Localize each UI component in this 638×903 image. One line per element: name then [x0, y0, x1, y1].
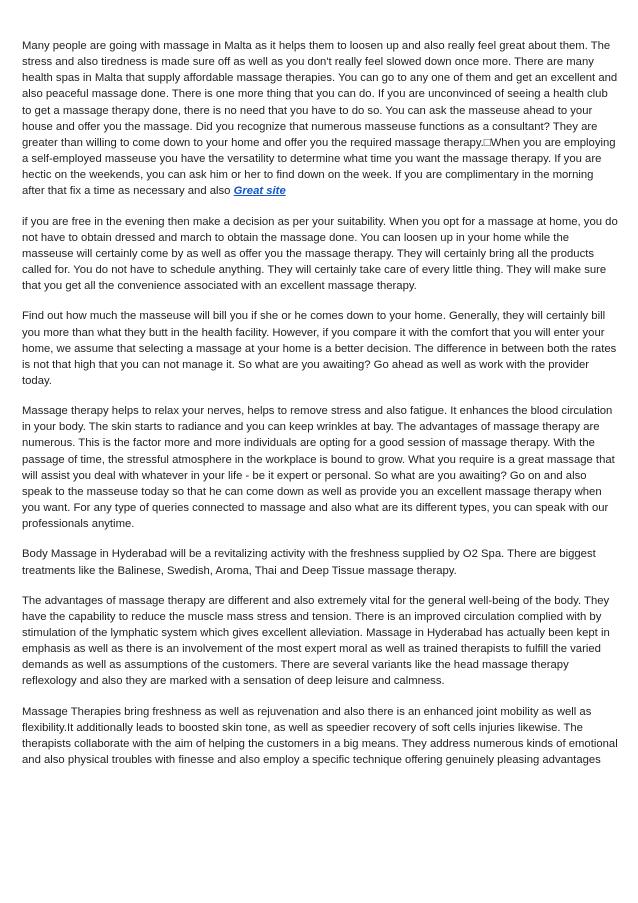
paragraph-5: Body Massage in Hyderabad will be a revitalizing activity with the freshness supplied by O2 Spa. There are biggest treatments like the Balinese, Swedish, Aroma, Thai and Deep Tissue massage therapy.: [22, 548, 596, 577]
paragraph-4: Massage therapy helps to relax your nerves, helps to remove stress and also fatigue. It enhances the blood circulation in your body. The skin starts to radiance and you can keep wrinkles at bay. The advantages of massage therapy are numerous. This is the factor more and more individuals are opting for a good session of massage therapy. With the passage of time, the stressful atmosphere in the workplace is bound to grow. What you require is a great massage that will assist you deal with whatever in your life - be it expert or personal. So what are you awaiting? Go on and also speak to the masseuse today so that he can come down as well as provide you an excellent massage therapy when you want. For any type of queries connected to massage and also what are its different types, you can speak with our professionals anytime.: [22, 405, 615, 531]
paragraph-2: if you are free in the evening then make a decision as per your suitability. When you opt for a massage at home, you do not have to obtain dressed and march to obtain the massage done. You can loosen up in your home while the masseuse will certainly come by as well as offer you the massage therapy. They will certainly bring all the products called for. You do not have to schedule anything. They will certainly take care of every little thing. They will make sure that you get all the convenience associated with an excellent massage therapy.: [22, 215, 618, 293]
paragraph-6: The advantages of massage therapy are different and also extremely vital for the general well-being of the body. They have the capability to reduce the muscle mass stress and tension. There is an improved circulation complied with by stimulation of the lymphatic system which gives excellent alleviation. Massage in Hyderabad has actually been kept in emphasis as well as there is an involvement of the most expert moral as well as trained therapists to fulfill the varied demands as well as assumptions of the customers. There are several variants like the head massage therapy reflexology and also they are marked with a sensation of deep leisure and calmness.: [22, 594, 610, 688]
paragraph-1: [22, 38, 618, 200]
paragraph-1-text: Many people are going with massage in Malta as it helps them to loosen up and also really feel great about them. The stress and also tiredness is made sure off as well as you don't really feel slowed down once more. There are many health spas in Malta that supply affordable massage therapies. You can go to any one of them and get an excellent and also peaceful massage done. There is one more thing that you can do. If you are unconvinced of seeing a health club to get a massage therapy done, there is no need that you have to do so. You can ask the masseuse ahead to your house and offer you the massage. Did you recognize that numerous masseuse functions as a consultant? They are greater than willing to come down to your home and offer you the required massage therapy.□When you are employing a self-employed masseuse you have the versatility to determine what time you want the massage therapy. If you are hectic on the weekends, you can ask him or her to find down on the week. If you are complimentary in the morning after that fix a time as necessary and also: [22, 40, 618, 198]
paragraph-3: Find out how much the masseuse will bill you if she or he comes down to your home. Generally, they will certainly bill you more than what they butt in the health facility. However, if you compare it with the comfort that you will enter your home, we assume that selecting a massage at your home is a better decision. The difference in between both the rates is not that high that you can not manage it. So what are you awaiting? Go ahead as well as work with the provider today.: [22, 310, 617, 387]
paragraph-7: Massage Therapies bring freshness as well as rejuvenation and also there is an enhanced joint mobility as well as flexibility.It additionally leads to boosted skin tone, as well as speedier recovery of soft cells injuries likewise. The therapists collaborate with the aim of helping the customers in a big means. They address numerous kinds of emotional and also physical troubles with finesse and also employ a specific technique offering genuinely pleasing advantages: [22, 705, 618, 767]
great-site-link[interactable]: Great site: [233, 185, 286, 198]
document-page: [22, 38, 618, 782]
